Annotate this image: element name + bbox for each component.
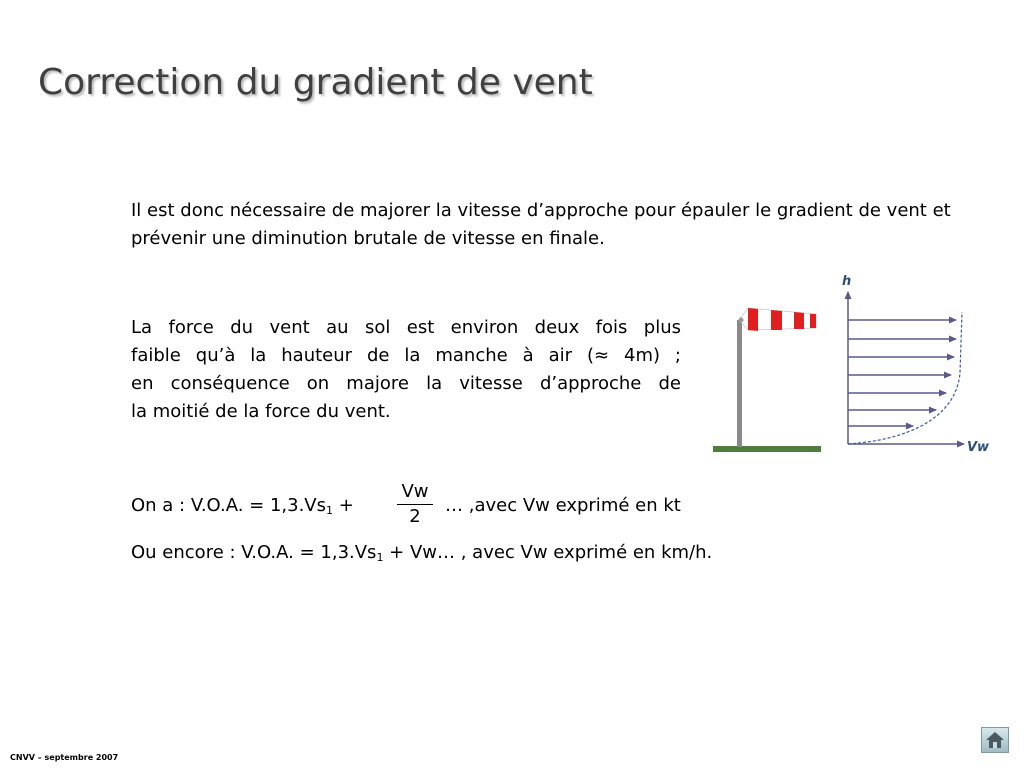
- footer-credit: CNVV – septembre 2007: [10, 753, 119, 762]
- slide-title: Correction du gradient de vent: [38, 62, 593, 103]
- formula-knots-plus: +: [333, 495, 354, 516]
- wind-force-line: faible qu’à la hauteur de la manche à air (≈ 4m) ;: [131, 345, 681, 366]
- formula-kmh-suffix: + Vw… , avec Vw exprimé en km/h.: [383, 542, 713, 563]
- formula-knots: [131, 494, 354, 523]
- wind-force-line: La force du vent au sol est environ deux fois plus: [131, 317, 681, 338]
- home-button[interactable]: [981, 727, 1009, 753]
- fraction-denominator: 2: [409, 506, 421, 527]
- fraction-numerator: Vw: [401, 481, 429, 502]
- formula-kmh-subscript: 1: [376, 551, 384, 564]
- fraction-bar: [397, 504, 433, 505]
- wind-gradient-curve: [848, 312, 962, 444]
- formula-knots-subscript: 1: [326, 504, 333, 517]
- intro-paragraph: Il est donc nécessaire de majorer la vitesse d’approche pour épauler le gradient de vent et prévenir une diminution brutale de vitesse en finale.: [131, 200, 951, 249]
- h-axis-label: h: [842, 274, 852, 289]
- wind-force-paragraph: [131, 314, 681, 426]
- home-icon: [985, 731, 1005, 749]
- formula-kmh-prefix: Ou encore : V.O.A. = 1,3.Vs: [131, 542, 377, 563]
- vw-axis-label: Vw: [967, 440, 990, 455]
- windsock-icon: [739, 308, 817, 331]
- wind-force-line: en conséquence on majore la vitesse d’approche de: [131, 373, 681, 394]
- formula-fraction: [395, 481, 435, 528]
- formula-knots-prefix: On a : V.O.A. = 1,3.Vs: [131, 495, 326, 516]
- windsock-pole: [737, 320, 742, 447]
- formula-knots-suffix: … ,avec Vw exprimé en kt: [445, 495, 681, 516]
- wind-gradient-diagram: [708, 268, 998, 460]
- formula-kmh: [131, 541, 712, 570]
- ground-strip: [713, 446, 821, 452]
- wind-speed-arrows: [848, 320, 956, 426]
- wind-force-line: la moitié de la force du vent.: [131, 401, 391, 422]
